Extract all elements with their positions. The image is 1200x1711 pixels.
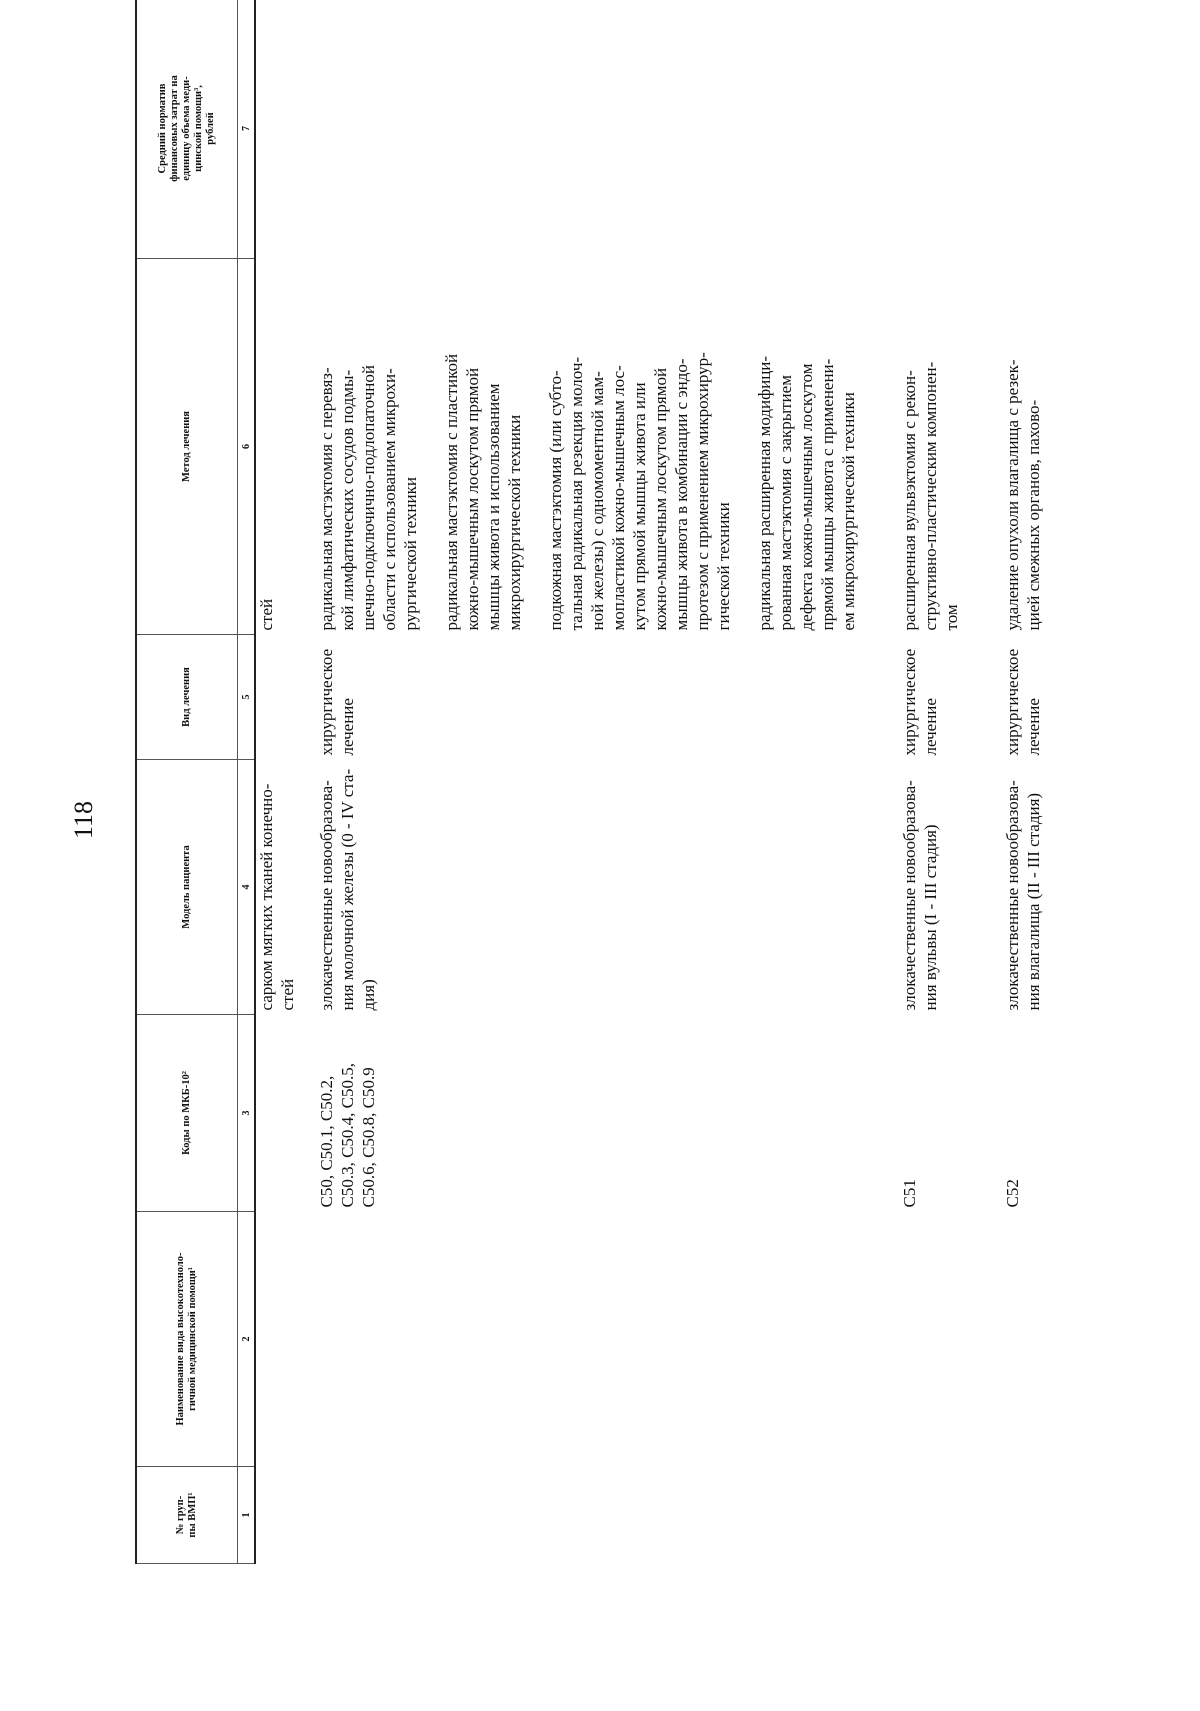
icd-codes-cell xyxy=(255,1015,298,1212)
treatment-method-cell xyxy=(255,259,298,635)
icd-codes-cell: C50, C50.1, C50.2, C50.3, C50.4, C50.5, C50.6, C50.8, C50.9 xyxy=(317,1062,378,1208)
page-number: 118 xyxy=(69,800,98,840)
column-number: 3 xyxy=(238,1015,256,1212)
rotated-table-container xyxy=(135,0,1090,1564)
header-group-number: № груп- пы ВМП¹ xyxy=(136,1467,238,1564)
patient-model-cell: сарком мягких тканей конечно- стей xyxy=(257,783,297,1011)
treatment-type-cell xyxy=(255,635,298,760)
table-row xyxy=(879,0,982,1564)
vmp-name-cell xyxy=(255,1212,298,1467)
table-row xyxy=(298,0,879,1564)
treatment-method-item: радикальная расширенная модифици- рованная мастэктомия с закрытием дефекта кожно-мышечным лоскутом прямой мышцы живота с применени- ем микрохирургической техники xyxy=(755,355,858,631)
treatment-method-item: подкожная мастэктомия (или субто- тальная радикальная резекция молоч- ной железы) с одномоментной мам- мопластикой кожно-мышечным лос- кутом прямой мышцы живота или кожно-мышечным лоскутом прямой мышцы живота в комбинации с эндо- протезом с применением микрохирур- гической техники xyxy=(546,352,733,631)
header-row xyxy=(136,0,238,1564)
cost-norm-cell xyxy=(255,0,298,259)
icd-codes-cell: C52 xyxy=(1003,1179,1022,1208)
patient-model-cell: злокачественные новообразова- ния влагалища (II - III стадия) xyxy=(1003,780,1043,1011)
header-treatment-method: Метод лечения xyxy=(136,259,238,635)
treatment-method-item: радикальная мастэктомия с пластикой кожно-мышечным лоскутом прямой мышцы живота и использованием микрохирургической техники xyxy=(442,353,524,631)
patient-model-cell: злокачественные новообразова- ния вульвы (I - III стадия) xyxy=(900,780,940,1011)
cost-norm-cell xyxy=(879,0,982,259)
treatment-method-cell xyxy=(879,259,982,635)
column-number: 1 xyxy=(238,1467,256,1564)
column-number: 7 xyxy=(238,0,256,259)
group-number-cell xyxy=(982,1467,1064,1564)
column-number: 5 xyxy=(238,635,256,760)
group-number-cell xyxy=(879,1467,982,1564)
header-icd-codes: Коды по МКБ-10² xyxy=(136,1015,238,1212)
vmp-name-cell xyxy=(982,1212,1064,1467)
group-number-cell xyxy=(255,1467,298,1564)
treatment-type-cell: хирургическое лечение xyxy=(900,648,940,756)
cost-norm-cell xyxy=(298,0,879,259)
column-number-row xyxy=(238,0,256,1564)
column-number: 6 xyxy=(238,259,256,635)
table-row xyxy=(982,0,1064,1564)
treatment-method-item: стей xyxy=(257,598,276,631)
treatment-method-item: удаление опухоли влагалища с резек- цией смежных органов, пахово- xyxy=(1003,359,1043,631)
vmp-name-cell xyxy=(298,1212,879,1467)
column-number: 2 xyxy=(238,1212,256,1467)
treatment-method-item: расширенная вульвэктомия с рекон- структивно-пластическим компонен- том xyxy=(900,361,961,631)
table-body xyxy=(255,0,1064,1564)
table-row xyxy=(255,0,298,1564)
cost-norm-cell xyxy=(982,0,1064,259)
patient-model-cell: злокачественные новообразова- ния молочной железы (0 - IV ста- дия) xyxy=(317,768,378,1011)
column-number: 4 xyxy=(238,760,256,1015)
treatment-table xyxy=(135,0,1064,1564)
treatment-method-cell xyxy=(298,259,879,635)
header-patient-model: Модель пациента xyxy=(136,760,238,1015)
header-cost-norm: Средний норматив финансовых затрат на единицу объема меди- цинской помощи³, рублей xyxy=(136,0,238,259)
header-treatment-type: Вид лечения xyxy=(136,635,238,760)
header-vmp-name: Наименование вида высокотехноло- гичной медицинской помощи¹ xyxy=(136,1212,238,1467)
icd-codes-cell: C51 xyxy=(900,1179,919,1208)
treatment-type-cell: хирургическое лечение xyxy=(317,648,357,756)
treatment-method-cell xyxy=(982,259,1064,635)
treatment-method-item: радикальная мастэктомия с перевяз- кой лимфатических сосудов подмы- шечно-подключично-подлопаточной области с использованием микрохи- рургической техники xyxy=(317,365,420,631)
treatment-type-cell: хирургическое лечение xyxy=(1003,648,1043,756)
vmp-name-cell xyxy=(879,1212,982,1467)
group-number-cell xyxy=(298,1467,879,1564)
